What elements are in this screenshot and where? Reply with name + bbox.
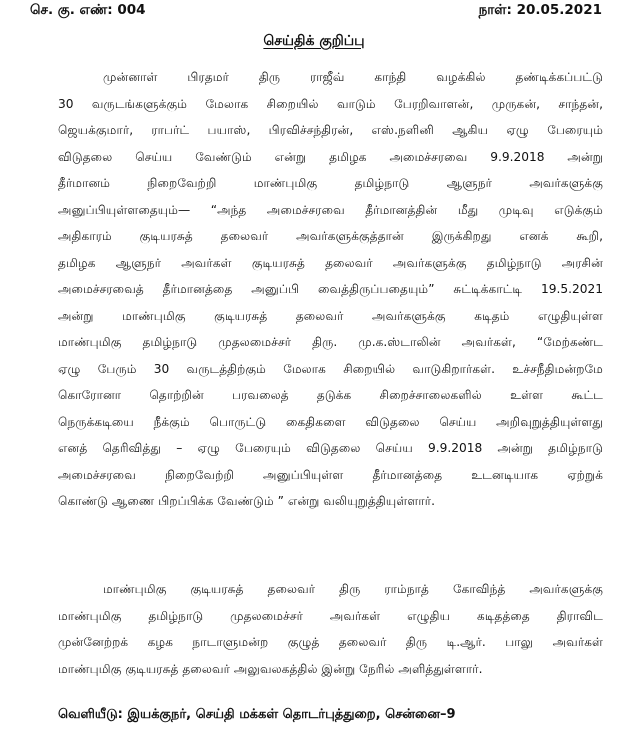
paragraph-line: கொண்டு ஆணை பிறப்பிக்க வேண்டும் ” என்று வலியுறுத்தியுள்ளார்.	[58, 494, 435, 508]
paragraph-line: அமைச்சரவைத் தீர்மானத்தை அனுப்பி வைத்திருப்பதையும்” சுட்டிக்காட்டி 19.5.2021	[58, 282, 603, 296]
paragraph-line: 30 வருடங்களுக்கும் மேலாக சிறையில் வாடும் பேரறிவாளன், முருகன், சாந்தன்,	[58, 96, 603, 111]
page-title-text: செய்திக் குறிப்பு	[263, 33, 365, 49]
reference-number: செ. கு. எண்: 004	[30, 2, 146, 18]
paragraph-line: தமிழக ஆளுநர் அவர்கள் குடியரசுத் தலைவர் அவர்களுக்கு தமிழ்நாடு அரசின்	[58, 255, 603, 270]
document-header	[30, 2, 602, 24]
paragraph-line: கொரோனா தொற்றின் பரவலைத் தடுக்க சிறைச்சாலைகளில் உள்ள கூட்ட	[58, 388, 603, 402]
paragraph-line: ஏழு பேரும் 30 வருடத்திற்கும் மேலாக சிறையில் வாடுகிறார்கள். உச்சநீதிமன்றமே	[58, 361, 603, 376]
paragraph-1	[58, 64, 603, 515]
paragraph-line: தீர்மானம் நிறைவேற்றி மாண்புமிகு தமிழ்நாடு ஆளுநர் அவர்களுக்கு	[58, 176, 603, 190]
page-title	[0, 33, 628, 51]
paragraph-line: எனத் தெரிவித்து – ஏழு பேரையும் விடுதலை செய்ய 9.9.2018 அன்று தமிழ்நாடு	[58, 441, 603, 455]
paragraph-line: அமைச்சரவை நிறைவேற்றி அனுப்பியுள்ள தீர்மானத்தை உடனடியாக ஏற்றுக்	[58, 467, 603, 482]
paragraph-line: மாண்புமிகு தமிழ்நாடு முதலமைச்சர் அவர்கள் எழுதிய கடிதத்தை திராவிட	[58, 608, 603, 623]
paragraph-line: அனுப்பியுள்ளதையும்— “அந்த அமைச்சரவை தீர்மானத்தின் மீது முடிவு எடுக்கும்	[58, 202, 603, 217]
paragraph-line: ஜெயக்குமார், ராபர்ட் பயாஸ், பிரவிச்சந்திரன், எஸ்.நளினி ஆகிய ஏழு பேரையும்	[58, 123, 603, 137]
paragraph-line: மாண்புமிகு குடியரசுத் தலைவர் அலுவலகத்தில் இன்று நேரில் அளித்துள்ளார்.	[58, 661, 483, 676]
paragraph-line: விடுதலை செய்ய வேண்டும் என்று தமிழக அமைச்சரவை 9.9.2018 அன்று	[58, 149, 603, 164]
paragraph-line: முன்னேற்றக் கழக நாடாளுமன்ற குழுத் தலைவர் திரு டி.ஆர். பாலு அவர்கள்	[58, 635, 603, 649]
paragraph-line: அன்று மாண்புமிகு குடியரசுத் தலைவர் அவர்களுக்கு கடிதம் எழுதியுள்ள	[58, 308, 603, 323]
release-date: நாள்: 20.05.2021	[478, 2, 602, 18]
paragraph-line: நெருக்கடியை நீக்கும் பொருட்டு கைதிகளை விடுதலை செய்ய அறிவுறுத்தியுள்ளது	[58, 414, 603, 429]
paragraph-2	[58, 576, 603, 682]
paragraph-line: மாண்புமிகு குடியரசுத் தலைவர் திரு ராம்நாத் கோவிந்த் அவர்களுக்கு	[103, 582, 603, 596]
paragraph-line: மாண்புமிகு தமிழ்நாடு முதலமைச்சர் திரு. மு.க.ஸ்டாலின் அவர்கள், “மேற்கண்ட	[58, 335, 603, 349]
paragraph-line: முன்னாள் பிரதமர் திரு ராஜீவ் காந்தி வழக்கில் தண்டிக்கப்பட்டு	[103, 70, 603, 84]
paragraph-line: அதிகாரம் குடியரசுத் தலைவர் அவர்களுக்குத்தான் இருக்கிறது எனக் கூறி,	[58, 229, 603, 243]
publisher-footer: வெளியீடு: இயக்குநர், செய்தி மக்கள் தொடர்புத்துறை, சென்னை–9	[58, 707, 456, 722]
